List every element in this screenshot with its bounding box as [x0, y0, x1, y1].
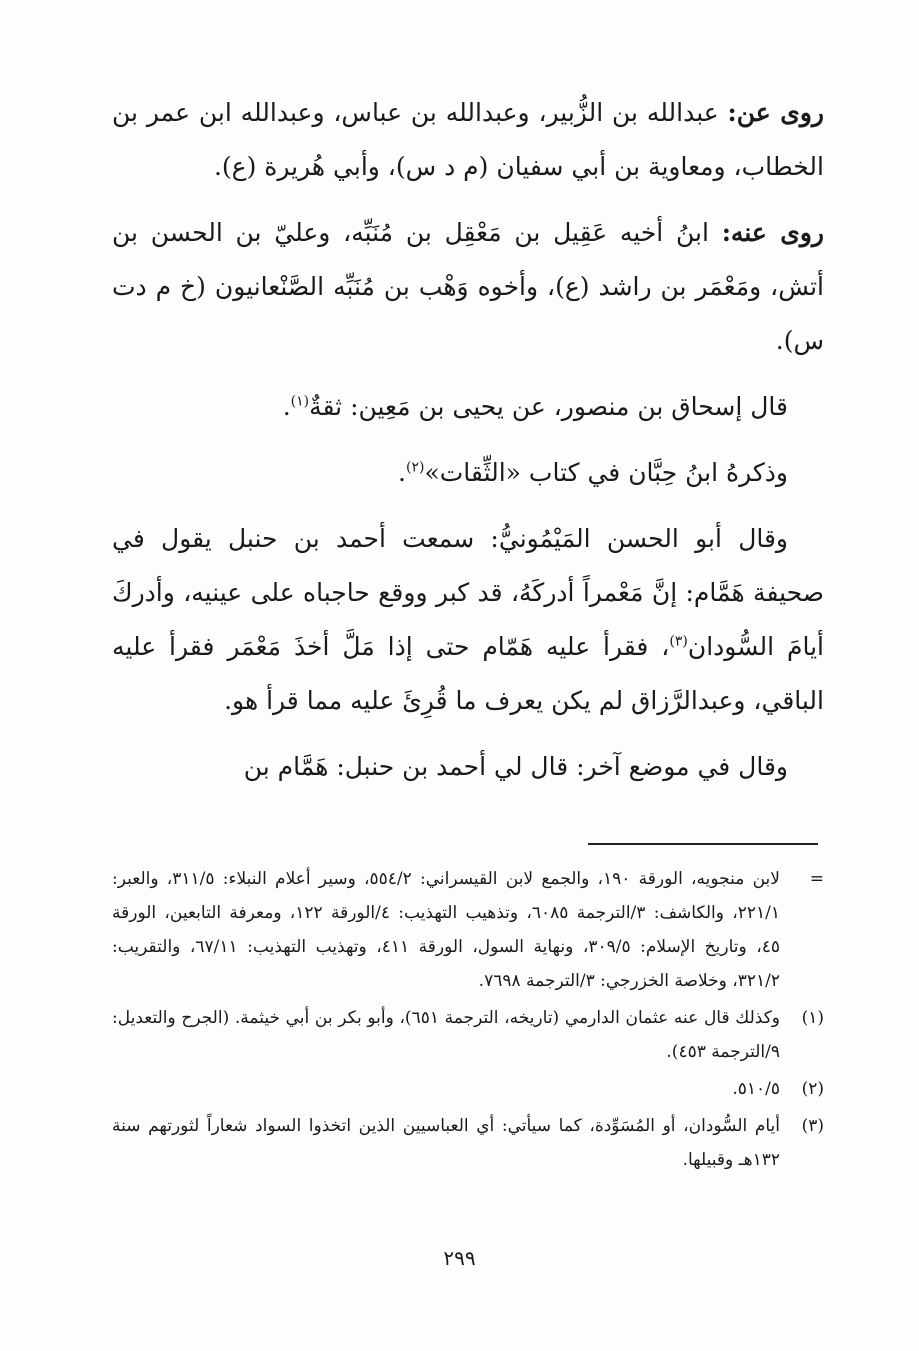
main-text: [112, 86, 824, 806]
ibn-hibban-text: وذكرهُ ابنُ حِبَّان في كتاب «الثِّقات»: [424, 458, 788, 487]
footnote-1: [112, 1001, 824, 1069]
footnote-continuation: [112, 862, 824, 998]
footnote-ref-1[interactable]: (١): [290, 393, 310, 410]
footnote-text: أيام السُّودان، أو المُسَوِّدة، كما سيأتي: أي العباسيين الذين اتخذوا السواد شعاراً لثورتهم سنة ١٣٢هـ وقبيلها.: [112, 1116, 780, 1170]
footnote-mark: (٣): [801, 1116, 824, 1136]
paragraph-ibn-maeen: [112, 380, 824, 434]
footnote-mark: (٢): [801, 1079, 824, 1099]
footnote-mark: =: [809, 869, 824, 889]
footnote-text: لابن منجويه، الورقة ١٩٠، والجمع لابن القيسراني: ٥٥٤/٢، وسير أعلام النبلاء: ٣١١/٥، والعبر: ٢٢١/١، والكاشف: ٣/الترجمة ٦٠٨٥، وتذهيب التهذيب: ٤/الورقة ١٢٢، ومعرفة التابعين، الورقة ٤٥، وتاريخ الإسلام: ٣٠٩/٥، ونهاية السول، الورقة ٤١١، وتهذيب التهذيب: ٦٧/١١، والتقريب: ٣٢١/٢، وخلاصة الخزرجي: ٣/الترجمة ٧٦٩٨.: [112, 869, 780, 991]
another-place-text: وقال في موضع آخر: قال لي أحمد بن حنبل: هَمَّام بن: [243, 752, 788, 781]
heading-narrated-from: روى عن:: [727, 98, 825, 127]
footnotes: [112, 862, 824, 1180]
paragraph-narrated-from: [112, 86, 824, 194]
narrated-by-text: ابنُ أخيه عَقِيل بن مَعْقِل بن مُنَبِّه، وعليّ بن الحسن بن أتش، ومَعْمَر بن راشد (ع)، وأخوه وَهْب بن مُنَبِّه الصَّنْعانيون (خ م دت س).: [112, 218, 824, 355]
footnote-ref-3[interactable]: (٣): [669, 633, 688, 650]
heading-narrated-by: روى عنه:: [721, 218, 825, 247]
ibn-maeen-text: قال إسحاق بن منصور، عن يحيى بن مَعِين: ثقةٌ: [309, 392, 788, 421]
ibn-maeen-end: .: [282, 392, 291, 421]
footnote-text: ٥١٠/٥.: [732, 1079, 780, 1099]
footnote-text: وكذلك قال عنه عثمان الدارمي (تاريخه، الترجمة ٦٥١)، وأبو بكر بن أبي خيثمة. (الجرح والتعديل: ٩/الترجمة ٤٥٣).: [112, 1008, 780, 1062]
footnote-mark: (١): [801, 1008, 824, 1028]
ibn-hibban-end: .: [398, 458, 406, 487]
footnote-2: [112, 1072, 824, 1106]
paragraph-ibn-hibban: [112, 446, 824, 500]
maymuni-text-a: وقال أبو الحسن المَيْمُونيُّ: سمعت أحمد بن حنبل يقول في صحيفة هَمَّام: إنَّ مَعْمراً أدركَهُ، قد كبر ووقع حاجباه على عينيه، وأدركَ أيامَ السُّودان: [112, 524, 824, 661]
paragraph-maymuni: [112, 512, 824, 728]
footnote-ref-2[interactable]: (٢): [406, 459, 425, 476]
footnote-divider: [588, 843, 818, 845]
narrated-from-text: عبدالله بن الزُّبير، وعبدالله بن عباس، وعبدالله ابن عمر بن الخطاب، ومعاوية بن أبي سفيان (م د س)، وأبي هُريرة (ع).: [112, 98, 824, 181]
page-number: ٢٩٩: [443, 1246, 476, 1270]
paragraph-another-place: [112, 740, 824, 794]
paragraph-narrated-by: [112, 206, 824, 368]
maymuni-text-b: ، فقرأ عليه هَمّام حتى إذا مَلَّ أخذَ مَعْمَر فقرأ عليه الباقي، وعبدالرَّزاق لم يكن يعرف ما قُرِئَ عليه مما قرأ هو.: [112, 632, 824, 715]
footnote-3: [112, 1109, 824, 1177]
